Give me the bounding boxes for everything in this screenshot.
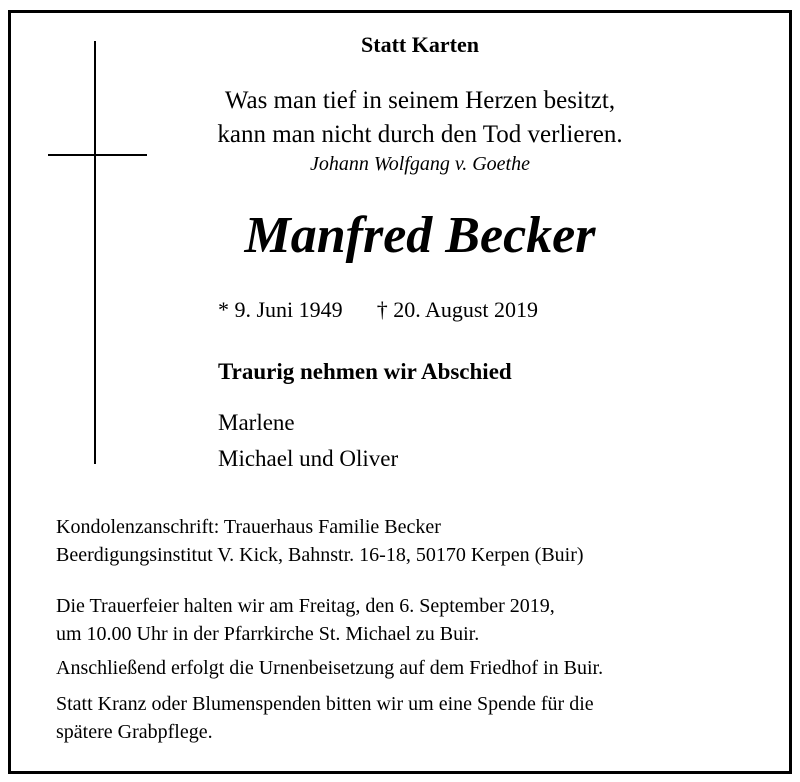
cross-icon-bar xyxy=(48,154,147,156)
birth-date: * 9. Juni 1949 xyxy=(218,297,343,322)
condolence-address xyxy=(56,513,584,569)
death-date: † 20. August 2019 xyxy=(376,297,539,322)
mourners-list xyxy=(218,405,398,477)
quote-line: Was man tief in seinem Herzen besitzt, xyxy=(224,87,616,114)
service-line: Die Trauerfeier halten wir am Freitag, den 6. September 2019, xyxy=(56,595,555,617)
deceased-name: Manfred Becker xyxy=(244,207,596,264)
donation-info xyxy=(56,690,594,746)
mourner: Michael und Oliver xyxy=(218,446,399,471)
condolence-line: Kondolenzanschrift: Trauerhaus Familie Becker xyxy=(56,516,441,538)
quote-line: kann man nicht durch den Tod verlieren. xyxy=(217,121,623,148)
life-dates xyxy=(218,297,538,323)
farewell-heading: Traurig nehmen wir Abschied xyxy=(218,359,512,384)
quote-author: Johann Wolfgang v. Goethe xyxy=(310,153,530,175)
quote xyxy=(140,84,700,152)
donation-line: Statt Kranz oder Blumenspenden bitten wir um eine Spende für die xyxy=(56,693,594,715)
service-line: um 10.00 Uhr in der Pfarrkirche St. Michael zu Buir. xyxy=(56,623,480,645)
service-info xyxy=(56,592,555,648)
cross-icon xyxy=(94,41,96,464)
condolence-line: Beerdigungsinstitut V. Kick, Bahnstr. 16-18, 50170 Kerpen (Buir) xyxy=(56,544,584,566)
notice-header: Statt Karten xyxy=(361,32,479,57)
burial-info: Anschließend erfolgt die Urnenbeisetzung auf dem Friedhof in Buir. xyxy=(56,657,604,679)
mourner: Marlene xyxy=(218,410,295,435)
donation-line: spätere Grabpflege. xyxy=(56,721,213,743)
